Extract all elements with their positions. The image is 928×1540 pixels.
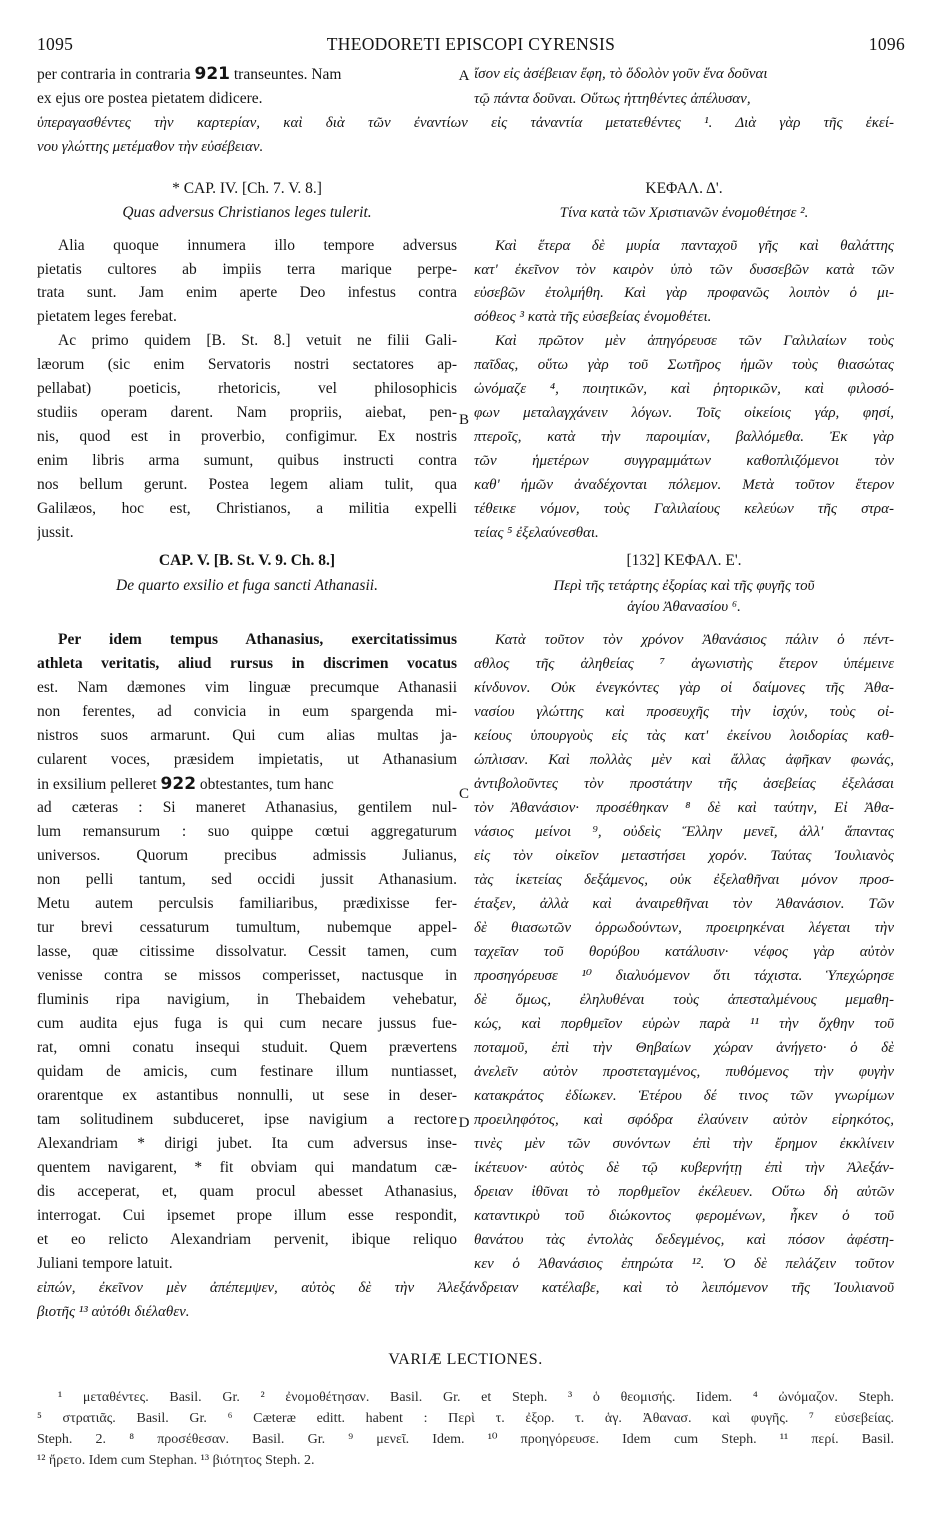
margin-mark-a: A: [458, 68, 470, 84]
greek-line: αθλος τῆς ἀληθείας ⁷ ἀγωνιστὴς ἕτερον ὑπέμεινε: [474, 656, 894, 672]
latin-intro-text: per contraria in contraria: [37, 66, 191, 83]
margin-mark-d: D: [458, 1115, 470, 1131]
footnote-line: ¹ μεταθέντες. Basil. Gr. ² ἐνομοθέτησαν. Basil. Gr. et Steph. ³ ὁ θεομισής. Iidem. ⁴ ὠνόμαζον. Steph.: [58, 1390, 894, 1405]
running-head: [37, 34, 905, 58]
latin-line: nistros suos armarunt. Qui cum alias multas ja-: [37, 727, 457, 744]
latin-line: ad cæteras : Si maneret Athanasius, gentilem nul-: [37, 799, 457, 816]
latin-line: studiis operam darent. Nam propriis, aiebat, pen-: [37, 404, 457, 421]
latin-intro-text: transeuntes. Nam: [233, 66, 342, 83]
greek-line: ποταμοῦ, ἐπὶ τὴν Θηβαίων χώραν ἀνήγετο· ὁ δὲ: [474, 1040, 894, 1056]
latin-text: obtestantes, tum hanc: [199, 776, 334, 793]
latin-line: pietatem leges ferebat.: [37, 308, 177, 325]
latin-line: lasse, quæ citissime dissolvatur. Cessit tamen, cum: [37, 943, 457, 960]
latin-line: quentem navigarent, * fit obviam qui mandatum cæ-: [37, 1159, 457, 1176]
footnote-line: ⁵ στρατιᾶς. Basil. Gr. ⁶ Cæteræ editt. habent : Περὶ τ. ἐξορ. τ. ἁγ. Ἀθανασ. καὶ φυγῆς. ⁷ εὐσεβείας.: [37, 1411, 894, 1426]
greek-chapter-4-subtitle: Τίνα κατὰ τῶν Χριστιανῶν ἐνομοθέτησε ².: [559, 205, 809, 221]
latin-line: non pelli tantum, sed occidi jussit Athanasium.: [37, 871, 457, 888]
footnote-line: ¹² ἤρετο. Idem cum Stephan. ¹³ βιότητος Steph. 2.: [37, 1453, 315, 1468]
greek-line: ἀντιβολοῦντες τὸν προστάτην τῆς ἀσεβείας ἐξελάσαι: [474, 776, 894, 792]
latin-line: læorum (sic enim Servatoris nostri sectatores ap-: [37, 356, 457, 373]
greek-line: τέθεικε νόμον, τοὺς Γαλιλαίους κελεύων τῆς στρα-: [474, 501, 894, 517]
greek-line: δὲ θιασωτῶν ὀρρωδούντων, προειρηκέναι λέγεται τὴν: [474, 920, 894, 936]
greek-chapter-4-heading: ΚΕΦΑΛ. Δ'.: [645, 180, 723, 197]
latin-line: pietatis cultores ab impiis terra marique perpe-: [37, 261, 457, 278]
greek-intro-line-4: νου γλώττης μετέμαθον τὴν εὐσέβειαν.: [37, 139, 264, 155]
latin-line: Metu autem perculsis familiaribus, prædixisse fer-: [37, 895, 457, 912]
greek-chapter-5-subtitle-1: Περὶ τῆς τετάρτης ἐξορίας καὶ τῆς φυγῆς τοῦ: [553, 578, 815, 594]
greek-intro-line-1: ἴσον εἰς ἀσέβειαν ἔφη, τὸ ὅδολὸν γοῦν ἕνα δοῦναι: [474, 66, 768, 82]
greek-line: τῶν ἡμετέρων συγγραμμάτων καθοπλιζόμενοι τὸν: [474, 453, 894, 469]
greek-line: τινὲς μὲν τῶν συνόντων ἐπὶ τὴν ἔρημον ἐκκλίνειν: [474, 1136, 894, 1152]
greek-line: κεν ὁ Ἀθανάσιος ἐπηρώτα ¹². Ὁ δὲ πελάζειν τοῦτον: [474, 1256, 894, 1272]
greek-line: κίνδυνον. Οὐκ ἐνεγκόντες γὰρ οἱ δαίμονες τῆς Ἀθα-: [474, 680, 894, 696]
greek-line: προσηγόρευσε ¹⁰ διαλυόμενον ὅτι τάχιστα. Ὑπεχώρησε: [474, 968, 894, 984]
latin-line: venisse contra se missos comperisset, nactusque in: [37, 967, 457, 984]
latin-chapter-4-subtitle: Quas adversus Christianos leges tulerit.: [122, 204, 372, 221]
latin-intro-line-2: ex ejus ore postea pietatem didicere.: [37, 90, 263, 107]
latin-line: cum audita ejus fuga is qui cum necare jussus fue-: [37, 1015, 457, 1032]
latin-line: orarentque ex astantibus nonnulli, ut sese in deser-: [37, 1087, 457, 1104]
greek-chapter-5-subtitle-2: ἁγίου Ἀθανασίου ⁶.: [627, 599, 741, 615]
latin-line: Alia quoque innumera illo tempore adversus: [58, 237, 457, 254]
greek-line: κατακράτος ἐδίωκεν. Ἑτέρου δέ τινος τῶν γνωρίμων: [474, 1088, 894, 1104]
running-title: THEODORETI EPISCOPI CYRENSIS: [326, 34, 616, 54]
greek-line: κατ' ἐκεῖνον τὸν καιρὸν ὑπὸ τῶν δυσσεβῶν κατὰ τῶν: [474, 262, 894, 278]
latin-line: nis, quod est in proverbio, configimur. Ex nostris: [37, 428, 457, 445]
greek-intro-line-2: τῷ πάντα δοῦναι. Οὕτως ἡττηθέντες ἀπέλυσαν,: [474, 91, 751, 107]
page-number-left: 1095: [37, 34, 74, 54]
greek-line: εἰς τὸν οἰκεῖον μεταστήσει χορόν. Ταύτας Ἰουλιανὸς: [474, 848, 894, 864]
latin-line: Alexandriam * dirigi jubet. Ita cum adversus inse-: [37, 1135, 457, 1152]
latin-line: interrogat. Cui ipsemet prope illum esse respondit,: [37, 1207, 457, 1224]
latin-line: fluminis ripa navigium, in Thebaidem vehebatur,: [37, 991, 457, 1008]
variae-lectiones-title: VARIÆ LECTIONES.: [388, 1351, 543, 1368]
greek-line: Κατὰ τοῦτον τὸν χρόνον Ἀθανάσιος πάλιν ὁ πέντ-: [495, 632, 894, 648]
latin-chapter-5-heading: CAP. V. [B. St. V. 9. Ch. 8.]: [158, 552, 336, 569]
latin-line: cularent voces, præsidem impietatis, ut Athanasium: [37, 751, 457, 768]
greek-line: καταντικρὺ τοῦ διώκοντος φερομένων, ἧκεν ὁ τοῦ: [474, 1208, 894, 1224]
latin-line: nos bellum gerunt. Postea legem aliam tulit, qua: [37, 476, 457, 493]
greek-line: τὰς ἱκετείας δεξάμενος, οὐκ ἐξελαθῆναι μόνον προσ-: [474, 872, 894, 888]
latin-chapter-5-subtitle: De quarto exsilio et fuga sancti Athanasii.: [116, 577, 378, 594]
margin-mark-b: B: [458, 412, 469, 428]
greek-intro-line-3: ὑπεραγασθέντες τὴν καρτερίαν, καὶ διὰ τῶν ἐναντίων εἰς τἀναντία μετατεθέντες ¹. Διὰ γὰρ τῆς ἐκεί-: [37, 115, 894, 131]
latin-line: dis acceperat, et, quam procul abesset Athanasius,: [37, 1183, 457, 1200]
greek-line: νασίου γλώττης καὶ προσευχῆς τὴν ἰσχύν, τοὺς οἰ-: [474, 704, 894, 720]
latin-line: Juliani tempore latuit.: [37, 1255, 173, 1272]
latin-line: athleta veritatis, aliud rursus in discrimen vocatus: [37, 655, 457, 672]
greek-line: προειληφότος, καὶ σφόδρα ἐλαύνειν αὐτὸν εἰρηκότος,: [474, 1112, 894, 1128]
latin-line: pellabat) poeticis, rhetoricis, vel philosophicis: [37, 380, 457, 397]
latin-line: Galilæos, hoc est, Christianos, a militia expelli: [37, 500, 457, 517]
greek-line: κώς, καὶ πορθμεῖον εὑρὼν παρὰ ¹¹ τὴν ὄχθην τοῦ: [474, 1016, 894, 1032]
greek-line: νάσιος μείνοι ⁹, οὐδεὶς Ἕλλην μενεῖ, ἀλλ' ἅπαντας: [474, 824, 894, 840]
column-number-921: 921: [194, 64, 230, 84]
latin-line: enim libris arma sumunt, quibus instructi contra: [37, 452, 457, 469]
latin-line: jussit.: [37, 524, 74, 541]
greek-full-width-line-1: εἰπών, ἐκεῖνον μὲν ἀπέπεμψεν, αὐτὸς δὲ τὴν Ἀλεξάνδρειαν κατέλαβε, καὶ τὸ λειπόμενον τῆς Ἰουλιανοῦ: [37, 1280, 894, 1296]
greek-line: δὲ ὅμως, ἐληλυθέναι τοὺς ἀπεσταλμένους μεμαθη-: [474, 992, 894, 1008]
latin-line: lum remansurum : suo quippe cœtui aggregaturum: [37, 823, 457, 840]
latin-line: rat, omni conatu insequi studuit. Quem prævertens: [37, 1039, 457, 1056]
greek-line: ἱκέτευον· αὐτὸς δὲ τῷ κυβερνήτῃ ἐπὶ τὴν Ἀλεξάν-: [474, 1160, 894, 1176]
greek-line: ώπλισαν. Καὶ πολλὰς μὲν καὶ ἄλλας ἀφῆκαν φωνάς,: [474, 752, 894, 768]
latin-line: tur brevi cessaturum tumultum, nubemque appel-: [37, 919, 457, 936]
greek-line: θανάτου τὰς ἐντολὰς δεδεγμένος, καὶ πόσον ἀφέστη-: [474, 1232, 894, 1248]
greek-line: ὠνόμαζε ⁴, ποιητικῶν, καὶ ῥητορικῶν, καὶ φιλοσό-: [474, 381, 894, 397]
column-number-922: 922: [160, 774, 197, 794]
greek-line: Καὶ πρῶτον μὲν ἀπηγόρευσε τῶν Γαλιλαίων τοὺς: [495, 333, 894, 349]
latin-line: et eo relicto Alexandriam pervenit, ibique reliquo: [37, 1231, 457, 1248]
latin-line: tam solitudinem subduceret, ipse navigium a rectore: [37, 1111, 457, 1128]
latin-line: Ac primo quidem [B. St. 8.] vetuit ne filii Gali-: [58, 332, 457, 349]
greek-line: κείους ὑπουργοὺς εἰς τὰς κατ' ἐκείνου λοιδορίας καθ-: [474, 728, 894, 744]
latin-line: Per idem tempus Athanasius, exercitatissimus: [58, 631, 457, 648]
greek-line: παῖδας, οὕτω γὰρ τοῦ Σωτῆρος ἡμῶν τοὺς θιασώτας: [474, 357, 894, 373]
latin-chapter-4-heading: * CAP. IV. [Ch. 7. V. 8.]: [172, 180, 322, 197]
latin-line: trata sunt. Jam enim aperte Deo infestus contra: [37, 284, 457, 301]
latin-line: non ferentes, ad convicia in eum spargenda mi-: [37, 703, 457, 720]
page-number-right: 1096: [868, 34, 905, 54]
greek-line: πτεροῖς, κατὰ τὴν παροιμίαν, βαλλόμεθα. Ἐκ γὰρ: [474, 429, 894, 445]
greek-line: σόθεος ³ κατὰ τῆς εὐσεβείας ἐνομοθέτει.: [474, 309, 712, 325]
greek-line: έταξεν, ἀλλὰ καὶ ἀναιρεθῆναι τὸν Ἀθανάσιον. Τῶν: [474, 896, 894, 912]
latin-line-with-column-number: [37, 774, 457, 795]
latin-line: quidam de amicis, cum festinare illum nuntiasset,: [37, 1063, 457, 1080]
greek-line: τὸν Ἀθανάσιον· προσέθηκαν ⁸ δὲ καὶ ταύτην, Εἰ Ἀθα-: [474, 800, 894, 816]
greek-line: φων μεταλαγχάνειν λόγων. Τοῖς οἰκείοις γάρ, φησί,: [474, 405, 894, 421]
greek-line: τείας ⁵ ἐξελαύνεσθαι.: [474, 525, 599, 541]
greek-line: καθ' ἡμῶν ἀναδέχονται πόλεμον. Μετὰ τοῦτον ἕτερον: [474, 477, 894, 493]
latin-text: in exsilium pelleret: [37, 776, 157, 793]
greek-line: ἀνελεῖν αὐτὸν προστεταγμένος, πυθόμενος τὴν φυγὴν: [474, 1064, 894, 1080]
greek-line: ταχεῖαν τοῦ θορύβου κατάλυσιν· νέφος γὰρ αὐτὸν: [474, 944, 894, 960]
latin-line: est. Nam dæmones vim linguæ precumque Athanasii: [37, 679, 457, 696]
footnote-line: Steph. 2. ⁸ προσέθεσαν. Basil. Gr. ⁹ μενεῖ. Idem. ¹⁰ προηγόρευσε. Idem cum Steph. ¹¹ περί. Basil.: [37, 1432, 894, 1447]
greek-chapter-5-heading: [132] ΚΕΦΑΛ. Ε'.: [626, 552, 742, 569]
greek-full-width-line-2: βιοτῆς ¹³ αὐτόθι διέλαθεν.: [37, 1304, 190, 1320]
greek-line: εὐσεβῶν ἐτολμήθη. Καὶ γὰρ προφανῶς λοιπὸν ὁ μι-: [474, 285, 894, 301]
greek-line: Καὶ ἕτερα δὲ μυρία πανταχοῦ γῆς καὶ θαλάττης: [495, 238, 894, 254]
margin-mark-c: C: [458, 786, 469, 802]
latin-line: universos. Quorum precibus admissis Julianus,: [37, 847, 457, 864]
latin-intro-line-1: [37, 64, 454, 85]
greek-line: δρειαν ἰθῦναι τὸ πορθμεῖον ἐκέλευεν. Οὕτω δὴ αὐτῶν: [474, 1184, 894, 1200]
